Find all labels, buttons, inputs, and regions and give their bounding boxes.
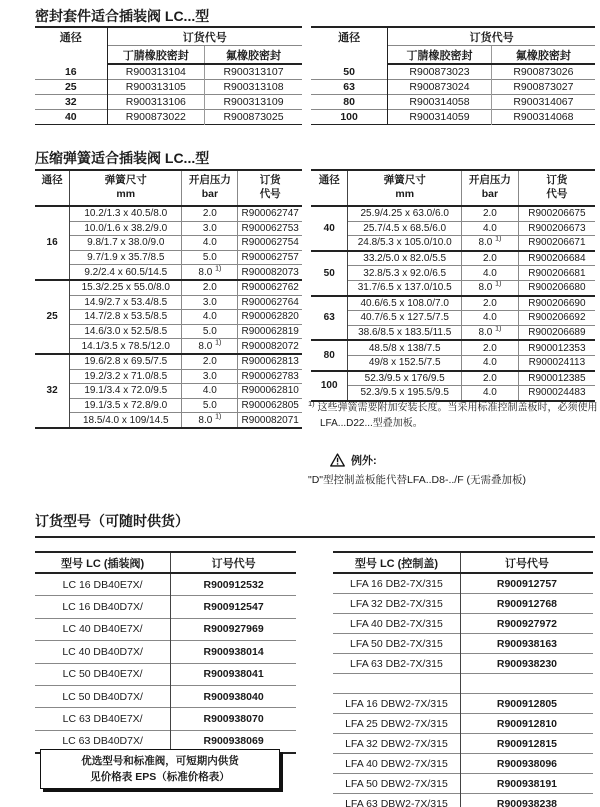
order-code-cell: R900062783: [238, 369, 302, 384]
exception-heading: [330, 452, 377, 468]
section-divider: [35, 536, 595, 538]
footnote-marker: 1): [495, 325, 502, 333]
fkm-code-cell: R900873027: [491, 80, 595, 95]
model-cell: LC 16 DB40E7X/: [35, 573, 171, 596]
spring-size-cell: 25.9/4.25 x 63.0/6.0: [348, 206, 462, 221]
nbr-code-cell: R900873024: [388, 80, 492, 95]
nbr-code-cell: R900313104: [125, 66, 186, 78]
order-code-cell: R900938096: [460, 754, 593, 774]
model-cell: LFA 25 DBW2-7X/315: [333, 714, 460, 734]
column-header-model: 型号 LC (控制盖): [333, 552, 460, 573]
spring-size-cell: 10.0/1.6 x 38.2/9.0: [70, 221, 182, 236]
table-row: [35, 596, 296, 618]
order-code-cell: R900938014: [171, 641, 296, 663]
nbr-code-cell: R900873022: [107, 110, 204, 125]
spring-size-cell: 52.3/9.5 x 195.5/9.5: [348, 386, 462, 401]
column-header-diameter: 通径: [311, 27, 388, 64]
order-code-cell: R900024483: [518, 386, 595, 401]
opening-pressure-cell: 2.0: [462, 371, 519, 386]
column-header-diameter: 通径: [311, 170, 348, 206]
opening-pressure-cell: 4.0: [462, 266, 519, 281]
column-header-order-code: 订货代号: [107, 27, 302, 46]
order-code-cell: R900062805: [238, 398, 302, 413]
order-code-cell: R900912547: [171, 596, 296, 618]
order-code-cell: R900062764: [238, 295, 302, 310]
diameter-cell: 32: [35, 95, 107, 110]
table-row: [35, 221, 302, 236]
opening-pressure-cell: 8.0 $^{1)}$: [182, 265, 238, 280]
spring-size-cell: 52.3/9.5 x 176/9.5: [348, 371, 462, 386]
spring-size-cell: 14.7/2.8 x 53.5/8.5: [70, 310, 182, 325]
exception-label: 例外:: [351, 455, 377, 467]
fkm-code-cell: R900314067: [491, 95, 595, 110]
column-header-fkm-seal: 氟橡胶密封: [205, 46, 302, 65]
opening-pressure-cell: 8.0 $^{1)}$: [462, 280, 519, 295]
fkm-code-cell: R900313107: [205, 64, 302, 80]
model-cell: LFA 16 DB2-7X/315: [333, 573, 460, 594]
diameter-cell: 80: [311, 340, 348, 370]
column-header-spring-size: 弹簧尺寸 mm: [348, 170, 462, 206]
opening-pressure-cell: 5.0: [182, 398, 238, 413]
table-row: [35, 95, 302, 110]
order-code-cell: R900062762: [238, 280, 302, 295]
model-cell: LFA 40 DBW2-7X/315: [333, 754, 460, 774]
table-row: [35, 324, 302, 339]
order-table-control-cover: [333, 551, 593, 807]
column-header-diameter: 通径: [35, 27, 107, 64]
table-row: [35, 354, 302, 369]
order-code-cell: R900062810: [238, 384, 302, 399]
column-header-fkm-seal: 氟橡胶密封: [491, 46, 595, 65]
table-row: [311, 221, 595, 236]
spring-size-cell: 32.8/5.3 x 92.0/6.5: [348, 266, 462, 281]
nbr-code-cell: R900314059: [388, 110, 492, 125]
diameter-cell: 40: [311, 206, 348, 251]
order-code-cell: R900206675: [528, 208, 586, 220]
table-row: [35, 384, 302, 399]
spring-size-cell: 24.8/5.3 x 105.0/10.0: [348, 236, 462, 251]
column-header-spring-size: 弹簧尺寸 mm: [70, 170, 182, 206]
table-row: [333, 674, 593, 694]
table-row: [333, 634, 593, 654]
order-code-cell: R900206681: [518, 266, 595, 281]
fkm-code-cell: R900313108: [205, 80, 302, 95]
model-cell: LC 63 DB40D7X/: [35, 730, 171, 753]
diameter-cell: 25: [35, 280, 70, 354]
diameter-cell: 25: [35, 80, 107, 95]
spring-footnote: [308, 398, 600, 431]
column-header-model: 型号 LC (插装阀): [35, 552, 171, 573]
diameter-cell: 63: [311, 80, 388, 95]
order-code-cell: R900082073: [238, 265, 302, 280]
availability-note-box: [40, 749, 280, 789]
table-row: [333, 614, 593, 634]
order-code-cell: R900938230: [460, 654, 593, 674]
nbr-code-cell: R900313106: [107, 95, 204, 110]
model-cell: LC 63 DB40E7X/: [35, 708, 171, 730]
spring-size-cell: 9.7/1.9 x 35.7/8.5: [70, 250, 182, 265]
column-header-order-code: 订号代号: [460, 552, 593, 573]
footnote-marker: 1): [215, 339, 222, 347]
opening-pressure-cell: 2.0: [462, 340, 519, 355]
column-header-opening-pressure: 开启压力 bar: [182, 170, 238, 206]
fkm-code-cell: R900873026: [491, 64, 595, 80]
table-row: [311, 266, 595, 281]
table-row: [35, 80, 302, 95]
table-row: [35, 236, 302, 251]
fkm-code-cell: R900314068: [491, 110, 595, 125]
table-row: [35, 708, 296, 730]
spring-size-cell: 15.3/2.25 x 55.0/8.0: [70, 280, 182, 295]
table-row: [333, 654, 593, 674]
spring-size-cell: 14.9/2.7 x 53.4/8.5: [70, 295, 182, 310]
model-cell: LFA 40 DB2-7X/315: [333, 614, 460, 634]
spring-size-cell: 19.1/3.4 x 72.0/9.5: [70, 384, 182, 399]
order-code-cell: R900912768: [460, 594, 593, 614]
model-cell: LFA 32 DB2-7X/315: [333, 594, 460, 614]
opening-pressure-cell: 2.0: [182, 206, 238, 221]
footnote-text: 这些弹簧需要附加安装长度。当采用标准控制盖板时，必须使用LFA...D22...型叠加板。: [317, 402, 598, 429]
table-row: [333, 694, 593, 714]
order-code-cell: R900938069: [171, 730, 296, 753]
spring-size-cell: 40.6/6.5 x 108.0/7.0: [348, 296, 462, 311]
opening-pressure-cell: 5.0: [182, 250, 238, 265]
opening-pressure-cell: 2.0: [462, 251, 519, 266]
table-row: [311, 64, 595, 80]
spring-size-cell: 33.2/5.0 x 82.0/5.5: [348, 251, 462, 266]
opening-pressure-cell: 3.0: [182, 295, 238, 310]
spring-table-right: [311, 169, 595, 402]
column-header-diameter: 通径: [35, 170, 70, 206]
exception-text: "D"型控制盖板能代替LFA..D8-../F (无需叠加板): [308, 474, 527, 486]
order-code-cell: R900938238: [460, 794, 593, 807]
opening-pressure-cell: 2.0: [462, 206, 519, 221]
order-code-cell: R900927972: [460, 614, 593, 634]
nbr-code-cell: R900873023: [409, 66, 470, 78]
model-cell: LFA 50 DBW2-7X/315: [333, 774, 460, 794]
order-table-cartridge: [35, 551, 296, 754]
table-row: [35, 573, 296, 596]
order-code-cell: R900206673: [518, 221, 595, 236]
table-row: [35, 339, 302, 354]
table-row: [333, 774, 593, 794]
order-code-cell: R900206671: [518, 236, 595, 251]
model-cell: LFA 32 DBW2-7X/315: [333, 734, 460, 754]
table-row: [35, 64, 302, 80]
column-header-opening-pressure: 开启压力 bar: [462, 170, 519, 206]
opening-pressure-cell: 4.0: [462, 386, 519, 401]
spring-table-left: [35, 169, 302, 429]
diameter-cell: 80: [311, 95, 388, 110]
footnote-marker: 1): [308, 399, 315, 408]
order-code-cell: R900012385: [518, 371, 595, 386]
order-code-cell: R900082072: [238, 339, 302, 354]
column-header-order-code: 订货 代号: [518, 170, 595, 206]
table-row: [311, 80, 595, 95]
table-row: [311, 355, 595, 370]
seal-kit-table-left: [35, 26, 302, 125]
opening-pressure-cell: 4.0: [462, 311, 519, 326]
table-row: [333, 754, 593, 774]
table-row: [35, 110, 302, 125]
opening-pressure-cell: 2.0: [182, 354, 238, 369]
table-row: [311, 251, 595, 266]
order-code-cell: R900938040: [171, 685, 296, 707]
order-code-cell: R900912805: [460, 694, 593, 714]
spring-size-cell: 38.6/8.5 x 183.5/11.5: [348, 325, 462, 340]
table-row: [35, 369, 302, 384]
order-code-cell: R900912810: [460, 714, 593, 734]
opening-pressure-cell: 4.0: [182, 384, 238, 399]
order-code-cell: R900912532: [203, 578, 264, 591]
order-code-cell: R900938163: [460, 634, 593, 654]
table-row: [311, 95, 595, 110]
model-cell: LFA 63 DB2-7X/315: [333, 654, 460, 674]
order-section-title: 订货型号（可随时供货）: [35, 513, 189, 529]
spring-size-cell: 19.6/2.8 x 69.5/7.5: [70, 354, 182, 369]
diameter-cell: 50: [311, 64, 388, 80]
order-code-cell: R900062754: [238, 236, 302, 251]
opening-pressure-cell: 3.0: [182, 221, 238, 236]
table-row: [35, 206, 302, 221]
table-row: [311, 280, 595, 295]
opening-pressure-cell: 2.0: [182, 280, 238, 295]
footnote-marker: 1): [495, 236, 502, 244]
opening-pressure-cell: 4.0: [462, 355, 519, 370]
seal-kit-table-right: [311, 26, 595, 125]
note-line-1: 优选型号和标准阀，可短期内供货: [81, 754, 239, 767]
table-row: [311, 340, 595, 355]
order-code-cell: R900938041: [171, 663, 296, 685]
table-row: [35, 295, 302, 310]
seal-section-title: 密封套件适合插装阀 LC...型: [35, 8, 210, 24]
spring-size-cell: 40.7/6.5 x 127.5/7.5: [348, 311, 462, 326]
table-row: [311, 311, 595, 326]
diameter-cell: 50: [311, 251, 348, 296]
nbr-code-cell: R900314058: [388, 95, 492, 110]
order-code-cell: R900912815: [460, 734, 593, 754]
diameter-cell: 100: [311, 371, 348, 401]
model-cell: LFA 16 DBW2-7X/315: [333, 694, 460, 714]
table-row: [333, 734, 593, 754]
column-header-nbr-seal: 丁腈橡胶密封: [107, 46, 204, 65]
model-cell: LC 16 DB40D7X/: [35, 596, 171, 618]
spring-section-title: 压缩弹簧适合插装阀 LC...型: [35, 150, 210, 166]
order-code-cell: R900062747: [241, 208, 299, 220]
opening-pressure-cell: 8.0 $^{1)}$: [462, 236, 519, 251]
table-row: [311, 325, 595, 340]
fkm-code-cell: R900313109: [205, 95, 302, 110]
table-row: [333, 794, 593, 807]
order-code-cell: R900206684: [518, 251, 595, 266]
spring-size-cell: 9.8/1.7 x 38.0/9.0: [70, 236, 182, 251]
order-code-cell: R900062813: [238, 354, 302, 369]
table-row: [35, 280, 302, 295]
spring-size-cell: 25.7/4.5 x 68.5/6.0: [348, 221, 462, 236]
order-code-cell: R900938070: [171, 708, 296, 730]
model-cell: LC 40 DB40E7X/: [35, 618, 171, 640]
table-row: [35, 641, 296, 663]
table-row: [35, 618, 296, 640]
order-code-cell: R900206680: [518, 280, 595, 295]
opening-pressure-cell: 3.0: [182, 369, 238, 384]
order-code-cell: R900024113: [518, 355, 595, 370]
order-code-cell: R900927969: [171, 618, 296, 640]
opening-pressure-cell: 8.0 $^{1)}$: [182, 339, 238, 354]
spring-size-cell: 9.2/2.4 x 60.5/14.5: [70, 265, 182, 280]
table-row: [311, 236, 595, 251]
opening-pressure-cell: 8.0 $^{1)}$: [182, 413, 238, 428]
table-row: [333, 573, 593, 594]
table-row: [311, 206, 595, 221]
spring-size-cell: 48.5/8 x 138/7.5: [348, 340, 462, 355]
diameter-cell: 32: [35, 354, 70, 428]
spring-size-cell: 10.2/1.3 x 40.5/8.0: [70, 206, 182, 221]
column-header-order-code: 订货代号: [388, 27, 595, 46]
order-code-cell: R900912757: [496, 577, 558, 590]
table-row: [35, 685, 296, 707]
order-code-cell: R900062757: [238, 250, 302, 265]
order-code-cell: R900938191: [460, 774, 593, 794]
model-cell: LC 50 DB40E7X/: [35, 663, 171, 685]
model-cell: [333, 674, 460, 694]
model-cell: LC 40 DB40D7X/: [35, 641, 171, 663]
footnote-marker: 1): [215, 265, 222, 273]
order-code-cell: R900082071: [238, 413, 302, 428]
spring-size-cell: 18.5/4.0 x 109/14.5: [70, 413, 182, 428]
table-row: [35, 663, 296, 685]
model-cell: LC 50 DB40D7X/: [35, 685, 171, 707]
column-header-order-code: 订号代号: [171, 552, 296, 573]
column-header-nbr-seal: 丁腈橡胶密封: [388, 46, 492, 65]
opening-pressure-cell: 8.0 $^{1)}$: [462, 325, 519, 340]
order-code-cell: R900206689: [518, 325, 595, 340]
order-code-cell: R900062819: [238, 324, 302, 339]
table-row: [333, 594, 593, 614]
diameter-cell: 63: [311, 296, 348, 341]
order-code-cell: R900062753: [238, 221, 302, 236]
model-cell: LFA 63 DBW2-7X/315: [333, 794, 460, 807]
note-line-2: 见价格表 EPS（标准价格表）: [90, 771, 230, 783]
table-row: [35, 398, 302, 413]
spring-size-cell: 49/8 x 152.5/7.5: [348, 355, 462, 370]
table-row: [35, 413, 302, 428]
table-row: [35, 265, 302, 280]
spring-size-cell: 14.6/3.0 x 52.5/8.5: [70, 324, 182, 339]
order-code-cell: R900206690: [518, 296, 595, 311]
table-row: [311, 296, 595, 311]
diameter-cell: 16: [35, 206, 70, 280]
table-row: [333, 714, 593, 734]
opening-pressure-cell: 4.0: [182, 236, 238, 251]
spring-size-cell: 31.7/6.5 x 137.0/10.5: [348, 280, 462, 295]
spring-size-cell: 14.1/3.5 x 78.5/12.0: [70, 339, 182, 354]
table-row: [35, 310, 302, 325]
footnote-marker: 1): [215, 413, 222, 421]
order-code-cell: R900012353: [518, 340, 595, 355]
fkm-code-cell: R900873025: [205, 110, 302, 125]
order-code-cell: R900206692: [518, 311, 595, 326]
model-cell: LFA 50 DB2-7X/315: [333, 634, 460, 654]
opening-pressure-cell: 4.0: [462, 221, 519, 236]
table-row: [311, 110, 595, 125]
order-code-cell: R900062820: [238, 310, 302, 325]
diameter-cell: 40: [35, 110, 107, 125]
table-row: [311, 371, 595, 386]
column-header-order-code: 订货 代号: [238, 170, 302, 206]
opening-pressure-cell: 4.0: [182, 310, 238, 325]
spring-size-cell: 19.1/3.5 x 72.8/9.0: [70, 398, 182, 413]
opening-pressure-cell: 5.0: [182, 324, 238, 339]
nbr-code-cell: R900313105: [107, 80, 204, 95]
footnote-marker: 1): [495, 280, 502, 288]
table-row: [35, 250, 302, 265]
diameter-cell: 100: [311, 110, 388, 125]
order-code-cell: [460, 674, 593, 694]
opening-pressure-cell: 2.0: [462, 296, 519, 311]
spring-size-cell: 19.2/3.2 x 71.0/8.5: [70, 369, 182, 384]
warning-triangle-icon: [330, 453, 345, 467]
diameter-cell: 16: [35, 64, 107, 80]
